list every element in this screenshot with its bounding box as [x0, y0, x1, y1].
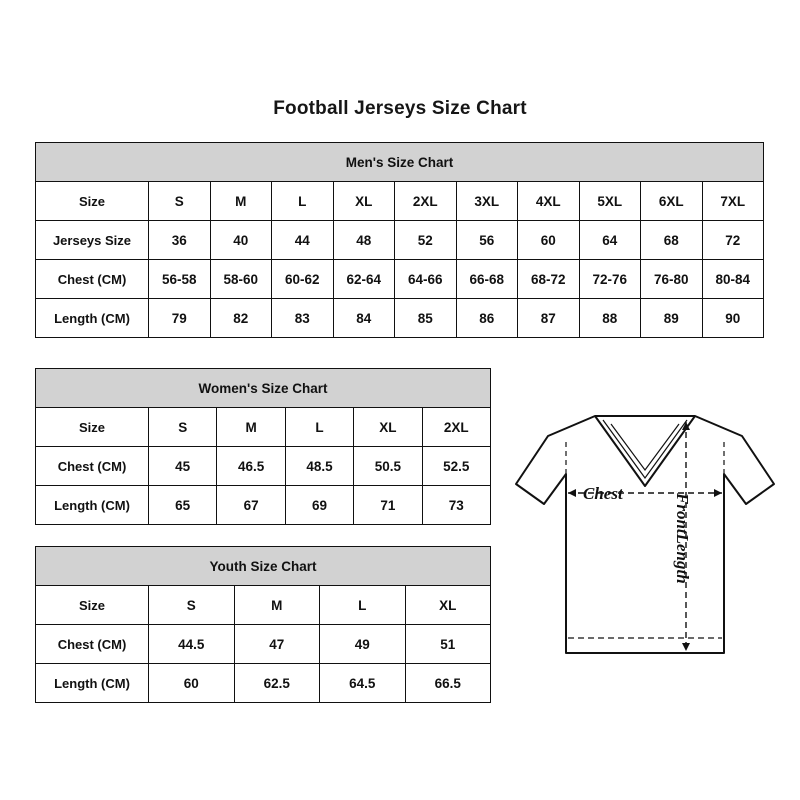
table-cell: S — [149, 586, 235, 625]
row-label: Jerseys Size — [36, 221, 149, 260]
mens-size-chart — [35, 142, 764, 338]
table-cell: 82 — [210, 299, 272, 338]
youth-caption: Youth Size Chart — [36, 547, 491, 586]
table-row — [36, 586, 491, 625]
table-cell: 60 — [518, 221, 580, 260]
table-cell: 68 — [641, 221, 703, 260]
row-label: Chest (CM) — [36, 447, 149, 486]
mens-size-table — [35, 142, 764, 338]
table-cell: 80-84 — [702, 260, 764, 299]
table-cell: 36 — [149, 221, 211, 260]
table-cell: M — [234, 586, 320, 625]
table-cell: 47 — [234, 625, 320, 664]
table-cell: 52.5 — [422, 447, 490, 486]
row-label: Size — [36, 586, 149, 625]
table-cell: 67 — [217, 486, 285, 525]
table-cell: 58-60 — [210, 260, 272, 299]
row-label: Length (CM) — [36, 486, 149, 525]
table-cell: 89 — [641, 299, 703, 338]
womens-size-chart — [35, 368, 491, 525]
table-cell: 84 — [333, 299, 395, 338]
table-cell: XL — [405, 586, 491, 625]
table-cell: 72 — [702, 221, 764, 260]
table-row — [36, 221, 764, 260]
table-cell: XL — [354, 408, 422, 447]
table-caption-row — [36, 547, 491, 586]
table-cell: S — [149, 182, 211, 221]
table-caption-row — [36, 143, 764, 182]
tshirt-outline-icon — [500, 398, 790, 698]
table-cell: 60-62 — [272, 260, 334, 299]
table-cell: 5XL — [579, 182, 641, 221]
table-cell: 3XL — [456, 182, 518, 221]
table-cell: 49 — [320, 625, 406, 664]
table-row — [36, 260, 764, 299]
table-cell: 44 — [272, 221, 334, 260]
measurement-diagram — [500, 398, 790, 698]
table-cell: M — [210, 182, 272, 221]
table-cell: 62.5 — [234, 664, 320, 703]
table-cell: 51 — [405, 625, 491, 664]
youth-size-chart — [35, 546, 491, 703]
table-cell: 79 — [149, 299, 211, 338]
table-cell: 71 — [354, 486, 422, 525]
table-cell: 2XL — [395, 182, 457, 221]
table-row — [36, 408, 491, 447]
table-cell: 56-58 — [149, 260, 211, 299]
table-cell: 72-76 — [579, 260, 641, 299]
table-cell: 44.5 — [149, 625, 235, 664]
table-cell: 73 — [422, 486, 490, 525]
table-cell: 6XL — [641, 182, 703, 221]
table-cell: 52 — [395, 221, 457, 260]
womens-caption: Women's Size Chart — [36, 369, 491, 408]
row-label: Size — [36, 182, 149, 221]
table-row — [36, 182, 764, 221]
table-cell: M — [217, 408, 285, 447]
page-title: Football Jerseys Size Chart — [273, 98, 527, 119]
table-row — [36, 664, 491, 703]
table-cell: 50.5 — [354, 447, 422, 486]
table-cell: 40 — [210, 221, 272, 260]
table-cell: 48 — [333, 221, 395, 260]
table-cell: 62-64 — [333, 260, 395, 299]
table-cell: 86 — [456, 299, 518, 338]
table-caption-row — [36, 369, 491, 408]
table-cell: 87 — [518, 299, 580, 338]
front-length-measure-label: FrontLength — [673, 493, 692, 584]
table-row — [36, 625, 491, 664]
table-cell: 66-68 — [456, 260, 518, 299]
table-cell: 46.5 — [217, 447, 285, 486]
table-cell: 48.5 — [285, 447, 353, 486]
table-row — [36, 486, 491, 525]
table-cell: 45 — [149, 447, 217, 486]
row-label: Chest (CM) — [36, 625, 149, 664]
table-cell: 69 — [285, 486, 353, 525]
youth-size-table — [35, 546, 491, 703]
table-cell: L — [272, 182, 334, 221]
table-cell: 83 — [272, 299, 334, 338]
table-cell: 64-66 — [395, 260, 457, 299]
womens-size-table — [35, 368, 491, 525]
table-row — [36, 299, 764, 338]
table-cell: 66.5 — [405, 664, 491, 703]
mens-caption: Men's Size Chart — [36, 143, 764, 182]
row-label: Size — [36, 408, 149, 447]
row-label: Length (CM) — [36, 299, 149, 338]
table-cell: 64 — [579, 221, 641, 260]
table-cell: 88 — [579, 299, 641, 338]
table-cell: 76-80 — [641, 260, 703, 299]
row-label: Length (CM) — [36, 664, 149, 703]
table-cell: L — [285, 408, 353, 447]
table-row — [36, 447, 491, 486]
table-cell: 68-72 — [518, 260, 580, 299]
table-cell: 90 — [702, 299, 764, 338]
row-label: Chest (CM) — [36, 260, 149, 299]
table-cell: 65 — [149, 486, 217, 525]
table-cell: 2XL — [422, 408, 490, 447]
table-cell: 85 — [395, 299, 457, 338]
table-cell: L — [320, 586, 406, 625]
table-cell: 64.5 — [320, 664, 406, 703]
table-cell: 56 — [456, 221, 518, 260]
table-cell: 60 — [149, 664, 235, 703]
chest-measure-label: Chest — [583, 484, 623, 503]
table-cell: 4XL — [518, 182, 580, 221]
table-cell: 7XL — [702, 182, 764, 221]
table-cell: XL — [333, 182, 395, 221]
table-cell: S — [149, 408, 217, 447]
